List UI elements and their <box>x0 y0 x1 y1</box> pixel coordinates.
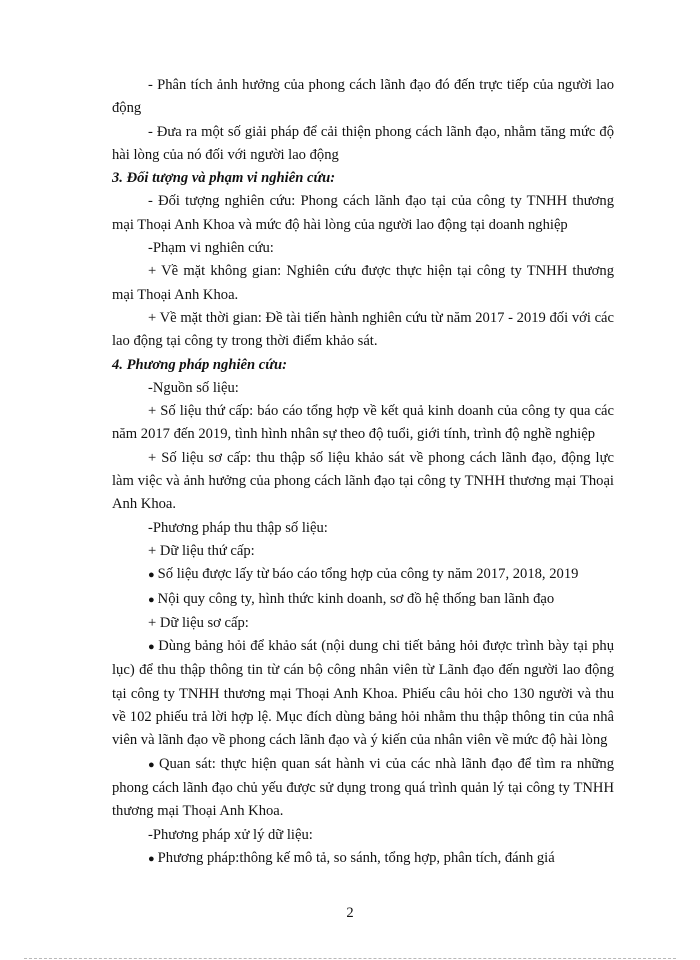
bullet-text: Nội quy công ty, hình thức kinh doanh, sơ đồ hệ thống ban lãnh đạo <box>157 590 555 607</box>
objective-paragraph: - Đưa ra một số giải pháp để cải thiện phong cách lãnh đạo, nhằm tăng mức độ hài lòng của nó đối với người lao động <box>112 123 614 163</box>
bullet-dot-icon: ● <box>148 569 155 582</box>
bullet-item <box>112 753 614 824</box>
bullet-text: Quan sát: thực hiện quan sát hành vi của các nhà lãnh đạo để tìm ra những phong cách lãnh đạo chủ yếu được sử dụng trong quá trình quản lý tại công ty TNHH thương mại Thoại Anh Khoa. <box>112 755 614 820</box>
secondary-data-label: + Dữ liệu thứ cấp: <box>148 542 255 559</box>
bullet-text: Dùng bảng hỏi để khảo sát (nội dung chi tiết bảng hỏi được trình bày tại phụ lục) để thu thập thông tin từ cán bộ công nhân viên từ Lãnh đạo đến người lao động tại công ty TNHH thương mại Thoại Anh Khoa. Phiếu câu hỏi cho 130 người và thu về 102 phiếu trả lời hợp lệ. Mục đích dùng bảng hỏi nhằm thu thập thông tin của nhâ viên và lãnh đạo về phong cách lãnh đạo và ý kiến của nhân viên về mức độ hài lòng <box>112 638 614 749</box>
page-number: 2 <box>346 905 354 921</box>
scope-paragraph: -Phạm vi nghiên cứu: <box>148 240 274 257</box>
bullet-dot-icon: ● <box>148 852 155 865</box>
section-4-heading: 4. Phương pháp nghiên cứu: <box>112 356 287 373</box>
page-break-divider <box>24 958 676 959</box>
collection-method-label: -Phương pháp thu thập số liệu: <box>148 519 328 536</box>
section-3-heading: 3. Đối tượng và phạm vi nghiên cứu: <box>112 170 336 187</box>
bullet-dot-icon: ● <box>148 641 156 654</box>
processing-method-label: -Phương pháp xử lý dữ liệu: <box>148 826 313 843</box>
primary-source-paragraph: + Số liệu sơ cấp: thu thập số liệu khảo sát về phong cách lãnh đạo, động lực làm việc và ảnh hưởng của phong cách lãnh đạo tại công ty TNHH thương mại Thoại Anh Khoa. <box>112 449 614 513</box>
bullet-item <box>112 635 614 752</box>
scope-paragraph: + Về mặt không gian: Nghiên cứu được thực hiện tại công ty TNHH thương mại Thoại Anh Khoa. <box>112 263 614 303</box>
bullet-item <box>112 588 614 612</box>
scope-paragraph: + Về mặt thời gian: Đề tài tiến hành nghiên cứu từ năm 2017 - 2019 đối với các lao động tại công ty trong thời điểm khảo sát. <box>112 309 614 350</box>
sources-label: -Nguồn số liệu: <box>148 379 239 396</box>
primary-data-label: + Dữ liệu sơ cấp: <box>148 614 249 631</box>
bullet-item <box>112 847 614 871</box>
bullet-item <box>112 563 614 587</box>
bullet-dot-icon: ● <box>148 758 156 771</box>
bullet-text: Số liệu được lấy từ báo cáo tổng hợp của công ty năm 2017, 2018, 2019 <box>157 566 579 583</box>
secondary-source-paragraph: + Số liệu thứ cấp: báo cáo tổng hợp về kết quả kinh doanh của công ty qua các năm 2017 đến 2019, tình hình nhân sự theo độ tuổi, giới tính, trình độ nghề nghiệp <box>112 403 614 443</box>
objective-paragraph: - Phân tích ảnh hưởng của phong cách lãnh đạo đó đến trực tiếp của người lao động <box>112 77 614 117</box>
scope-paragraph: - Đối tượng nghiên cứu: Phong cách lãnh đạo tại của công ty TNHH thương mại Thoại Anh Khoa và mức độ hài lòng của người lao động tại doanh nghiệp <box>112 193 614 233</box>
bullet-dot-icon: ● <box>148 593 155 606</box>
bullet-text: Phương pháp:thông kế mô tả, so sánh, tổng hợp, phân tích, đánh giá <box>157 849 555 866</box>
